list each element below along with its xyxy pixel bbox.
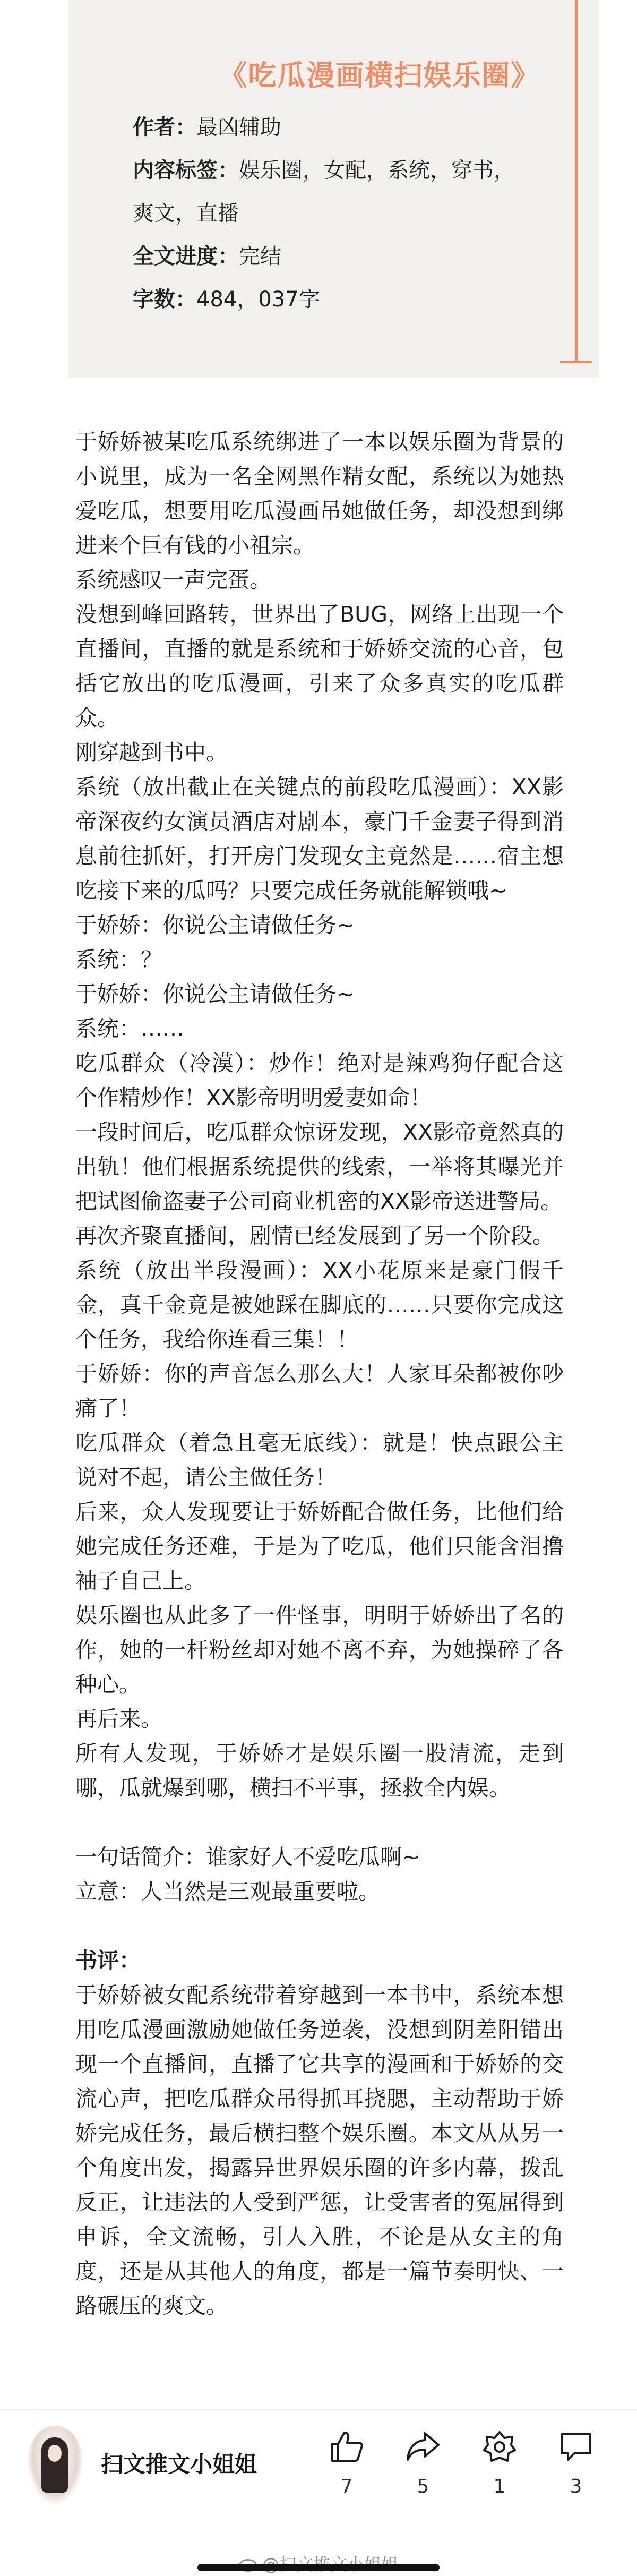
paragraph: 所有人发现，于娇娇才是娱乐圈一股清流，走到哪，瓜就爆到哪，横扫不平事，拯救全内娱。 xyxy=(75,1741,564,1801)
paragraph: 吃瓜群众（着急且毫无底线）：就是！快点跟公主说对不起，请公主做任务！ xyxy=(75,1430,564,1490)
paragraph: 系统（放出截止在关键点的前段吃瓜漫画）：XX影帝深夜约女演员酒店对剧本，豪门千金妻子得到消息前往抓奸，打开房门发现女主竟然是……宿主想吃接下来的瓜吗？只要完成任务就能解锁哦~ xyxy=(75,774,564,903)
paragraph: 系统（放出半段漫画）：XX小花原来是豪门假千金，真千金竟是被她踩在脚底的……只要你完成这个任务，我给你连看三集！！ xyxy=(75,1257,564,1352)
paragraph: 于娇娇：你的声音怎么那么大！人家耳朵都被你吵痛了！ xyxy=(75,1361,564,1421)
meta-progress-key: 全文进度： xyxy=(133,244,239,269)
meta-wordcount-value: 484，037字 xyxy=(196,287,320,312)
theme-statement: 立意：人当然是三观最重要啦。 xyxy=(75,1879,380,1904)
collect-icon xyxy=(482,2430,517,2463)
bottom-divider xyxy=(0,2409,637,2410)
home-indicator[interactable] xyxy=(197,2564,440,2571)
paragraph-spacer xyxy=(75,1909,564,1944)
book-meta xyxy=(133,106,568,321)
meta-author-row xyxy=(133,106,568,149)
collect-count: 1 xyxy=(493,2476,506,2497)
paragraph: 再后来。 xyxy=(75,1706,162,1732)
meta-tags-key: 内容标签： xyxy=(133,158,239,183)
paragraph: 吃瓜群众（冷漠）：炒作！绝对是辣鸡狗仔配合这个作精炒作！XX影帝明明爱妻如命！ xyxy=(75,1050,564,1110)
paragraph: 刚穿越到书中。 xyxy=(75,740,228,765)
paragraph: 于娇娇被某吃瓜系统绑进了一本以娱乐圈为背景的小说里，成为一名全网黑作精女配，系统以为她热爱吃瓜，想要用吃瓜漫画吊她做任务，却没想到绑进来个巨有钱的小祖宗。 xyxy=(75,429,564,558)
avatar[interactable] xyxy=(27,2426,84,2505)
paragraph-spacer xyxy=(75,1805,564,1840)
collect-button[interactable] xyxy=(476,2430,523,2497)
review-heading: 书评： xyxy=(75,1948,141,1973)
meta-progress-row xyxy=(133,235,568,278)
article-body xyxy=(75,425,564,2323)
paragraph: 娱乐圈也从此多了一件怪事，明明于娇娇出了名的作，她的一杆粉丝却对她不离不弃，为她操碎了各种心。 xyxy=(75,1603,564,1697)
paragraph: 一段时间后，吃瓜群众惊讶发现，XX影帝竟然真的出轨！他们根据系统提供的线索，一举将其曝光并把试图偷盗妻子公司商业机密的XX影帝送进警局。 xyxy=(75,1119,564,1214)
paragraph: 系统：…… xyxy=(75,1016,184,1041)
paragraph: 系统感叹一声完蛋。 xyxy=(75,567,271,593)
watermark xyxy=(0,2551,637,2575)
share-count: 5 xyxy=(417,2476,429,2497)
like-count: 7 xyxy=(340,2476,353,2497)
comment-count: 3 xyxy=(570,2476,582,2497)
paragraph: 再次齐聚直播间，剧情已经发展到了另一个阶段。 xyxy=(75,1223,554,1248)
paragraph: 系统：？ xyxy=(75,947,162,972)
share-button[interactable] xyxy=(399,2430,447,2497)
meta-author-key: 作者： xyxy=(133,115,196,140)
author-name[interactable]: 扫文推文小姐姐 xyxy=(101,2451,257,2477)
review-text: 于娇娇被女配系统带着穿越到一本书中，系统本想用吃瓜漫画激励她做任务逆袭，没想到阴差阳错出现一个直播间，直播了它共享的漫画和于娇娇的交流心声，把吃瓜群众吊得抓耳挠腮，主动帮助于娇娇完成任务，最后横扫整个娱乐圈。本文从从另一个角度出发，揭露异世界娱乐圈的许多内幕，拨乱反正，让违法的人受到严惩，让受害者的冤屈得到申诉，全文流畅，引人入胜，不论是从女主的角度，还是从其他人的角度，都是一篇节奏明快、一路碾压的爽文。 xyxy=(75,1982,564,2318)
paragraph: 于娇娇：你说公主请做任务~ xyxy=(75,981,355,1007)
comment-icon xyxy=(558,2430,593,2463)
meta-tags-value: 娱乐圈，女配，系统，穿书， xyxy=(239,158,515,183)
meta-tags-row-continued xyxy=(133,192,568,235)
meta-tags-value-continued: 爽文，直播 xyxy=(133,201,239,226)
share-icon xyxy=(406,2430,441,2463)
paragraph: 没想到峰回路转，世界出了BUG，网络上出现一个直播间，直播的就是系统和于娇娇交流的心音，包括它放出的吃瓜漫画，引来了众多真实的吃瓜群众。 xyxy=(75,602,564,731)
like-button[interactable] xyxy=(323,2430,371,2497)
meta-wordcount-row xyxy=(133,278,568,321)
book-title: 《吃瓜漫画横扫娱乐圈》 xyxy=(219,59,540,92)
meta-progress-value: 完结 xyxy=(239,244,281,269)
paragraph: 后来，众人发现要让于娇娇配合做任务，比他们给她完成任务还难，于是为了吃瓜，他们只能含泪撸袖子自己上。 xyxy=(75,1499,564,1594)
paragraph: 于娇娇：你说公主请做任务~ xyxy=(75,912,355,938)
meta-author-value: 最凶辅助 xyxy=(196,115,281,140)
avatar-face xyxy=(48,2445,62,2462)
comment-button[interactable] xyxy=(552,2430,600,2497)
thumbs-up-icon xyxy=(329,2430,364,2463)
card-accent-horizontal-line xyxy=(560,361,592,363)
meta-wordcount-key: 字数： xyxy=(133,287,196,312)
meta-tags-row xyxy=(133,149,568,192)
author-action-bar xyxy=(0,2411,637,2538)
one-line-summary: 一句话简介：谁家好人不爱吃瓜啊~ xyxy=(75,1844,420,1870)
